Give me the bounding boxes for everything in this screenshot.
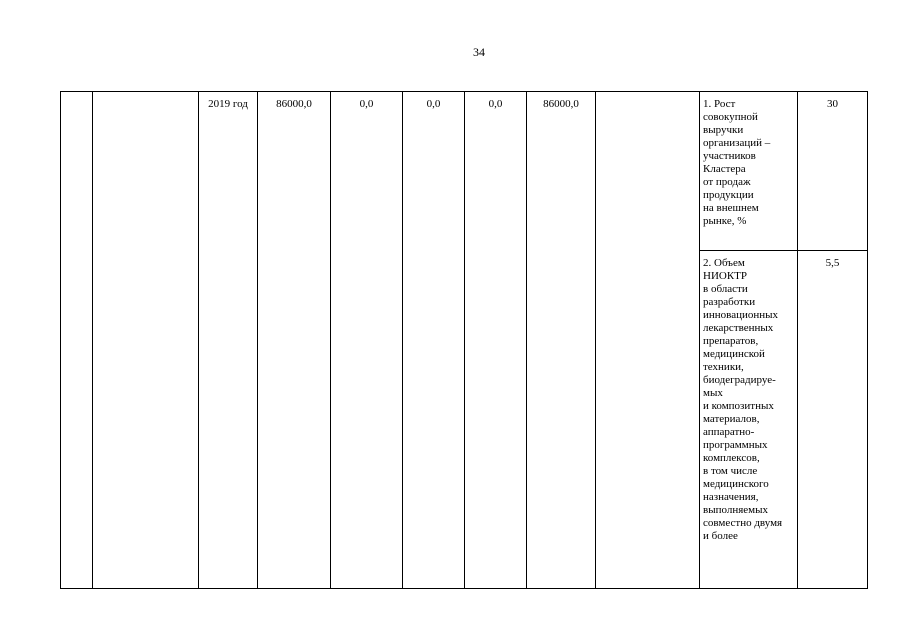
indicator-2-line: материалов, bbox=[703, 413, 760, 425]
indicator-2-line: биодеградируе- bbox=[703, 374, 776, 386]
indicator-2-line: комплексов, bbox=[703, 452, 760, 464]
indicator-cell-1 bbox=[700, 92, 798, 251]
indicator-1-line: выручки bbox=[703, 124, 744, 136]
budget-table bbox=[60, 91, 868, 589]
empty-cell-executor bbox=[596, 92, 700, 589]
indicator-1-line: участников bbox=[703, 150, 756, 162]
indicator-2-line: в том числе bbox=[703, 465, 758, 477]
indicator-1-line: рынке, % bbox=[703, 215, 747, 227]
extrabudgetary-cell: 86000,0 bbox=[527, 92, 596, 589]
indicator-1-line: Кластера bbox=[703, 163, 746, 175]
indicator-1-line: продукции bbox=[703, 189, 754, 201]
indicator-1-line: 1. Рост bbox=[703, 98, 736, 110]
indicator-2-line: мых bbox=[703, 387, 723, 399]
indicator-2-line: медицинского bbox=[703, 478, 769, 490]
empty-cell-number bbox=[61, 92, 93, 589]
indicator-cell-2 bbox=[700, 251, 798, 589]
regional-budget-cell: 0,0 bbox=[403, 92, 465, 589]
indicator-2-line: совместно двумя bbox=[703, 517, 783, 529]
indicator-2-line: в области bbox=[703, 283, 748, 295]
indicator-2-line: НИОКТР bbox=[703, 270, 748, 282]
indicator-2-line: и композитных bbox=[703, 400, 774, 412]
indicator-2-line: и более bbox=[703, 530, 738, 542]
indicator-1-line: совокупной bbox=[703, 111, 758, 123]
indicator-2-line: лекарственных bbox=[703, 322, 774, 334]
federal-budget-cell: 0,0 bbox=[331, 92, 403, 589]
indicator-2-line: 2. Объем bbox=[703, 257, 745, 269]
indicator-1-line: на внешнем bbox=[703, 202, 759, 214]
indicator-2-line: программных bbox=[703, 439, 768, 451]
indicator-2-line: назначения, bbox=[703, 491, 759, 503]
page-number: 34 bbox=[473, 45, 485, 59]
empty-cell-name bbox=[93, 92, 199, 589]
indicator-2-line: инновационных bbox=[703, 309, 779, 321]
indicator-2-line: аппаратно- bbox=[703, 426, 755, 438]
indicator-1-line: организаций – bbox=[703, 137, 771, 149]
table-row bbox=[61, 92, 868, 251]
indicator-2-line: выполняемых bbox=[703, 504, 768, 516]
indicator-value-1: 30 bbox=[798, 92, 868, 251]
indicator-2-line: техники, bbox=[703, 361, 744, 373]
indicator-2-line: медицинской bbox=[703, 348, 765, 360]
indicator-2-line: разработки bbox=[703, 296, 756, 308]
total-cell: 86000,0 bbox=[258, 92, 331, 589]
indicator-1-line: от продаж bbox=[703, 176, 751, 188]
indicator-2-line: препаратов, bbox=[703, 335, 759, 347]
local-budget-cell: 0,0 bbox=[465, 92, 527, 589]
year-cell: 2019 год bbox=[199, 92, 258, 589]
indicator-value-2: 5,5 bbox=[798, 251, 868, 589]
